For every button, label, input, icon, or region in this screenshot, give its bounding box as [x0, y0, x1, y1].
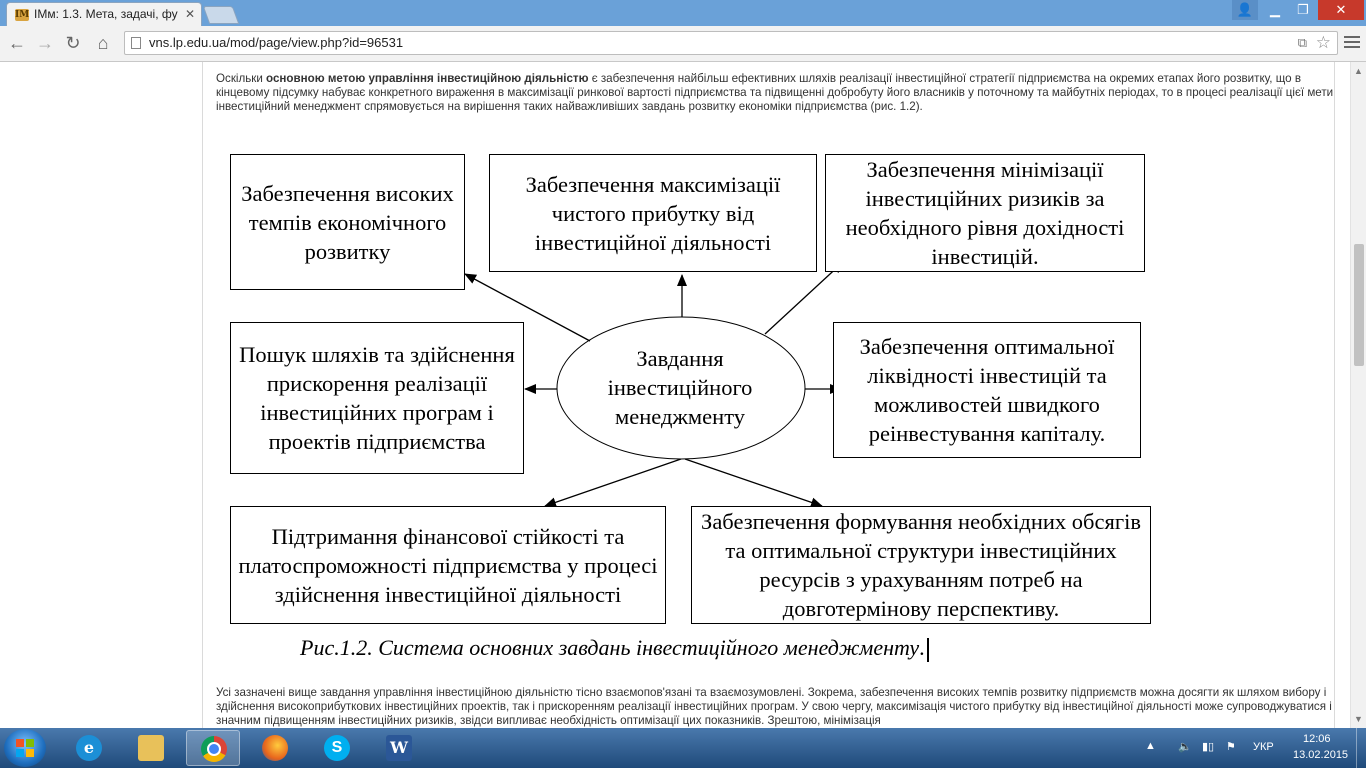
intro-text-start: Оскільки — [216, 72, 267, 85]
taskbar-ie[interactable] — [62, 730, 116, 766]
firefox-icon — [262, 735, 288, 761]
back-arrow-icon[interactable]: ← — [8, 33, 26, 53]
home-icon[interactable]: ⌂ — [97, 33, 109, 53]
intro-bold-text: основною метою управління інвестиційною діяльністю — [266, 72, 589, 85]
show-hidden-icons[interactable]: ▲ — [1145, 740, 1156, 752]
maximize-button[interactable]: ❐ — [1297, 2, 1309, 17]
scroll-down-icon[interactable]: ▼ — [1354, 714, 1363, 724]
box-financial-stability: Підтримання фінансової стійкості та платоспроможності підприємства у процесі здійснення інвестиційної діяльності — [230, 506, 666, 624]
volume-icon[interactable]: 🔈 — [1178, 741, 1192, 753]
taskbar-firefox[interactable] — [248, 730, 302, 766]
outro-paragraph: Усі зазначені вище завдання управління інвестиційною діяльністю тісно взаємопов'язані та взаємозумовлені. Зокрема, забезпечення високих темпів розвитку підприємств можна досягти як шляхом вибору і здійснення високоприбуткових інвестиційних проектів, так і прискоренням реалізації інвестиційних програм. У свою чергу, максимізація чистого прибутку від інвестиційної діяльності може супроводжуватися і значним підвищенням інвестиційних ризиків, звідси випливає необхідність оптимізації цих показників. Зрештою, мінімізація — [216, 686, 1332, 727]
browser-tab[interactable] — [6, 2, 202, 26]
arrow-top-right — [765, 262, 843, 334]
arrow-bottom-right — [685, 459, 822, 506]
minimize-button[interactable]: ▁ — [1270, 2, 1280, 17]
taskbar-skype[interactable] — [310, 730, 364, 766]
content-border-right — [1334, 62, 1335, 728]
page-scrollbar[interactable] — [1350, 62, 1366, 728]
skype-icon: S — [324, 735, 350, 761]
internet-explorer-icon: e — [76, 735, 102, 761]
taskbar-chrome[interactable] — [186, 730, 240, 766]
taskbar-explorer[interactable] — [124, 730, 178, 766]
text-cursor — [927, 638, 929, 662]
content-border-left — [202, 62, 203, 728]
favicon-icon: ІМ — [15, 10, 30, 20]
forward-arrow-icon[interactable]: → — [36, 33, 54, 53]
close-window-button[interactable]: ✕ — [1318, 0, 1364, 20]
windows-taskbar — [0, 728, 1366, 768]
word-icon: W — [386, 735, 412, 761]
bookmark-star-icon[interactable]: ☆ — [1315, 33, 1331, 52]
box-resource-formation: Забезпечення формування необхідних обсягів та оптимальної структури інвестиційних ресурсів з урахуванням потреб на довготермінову перспективу. — [691, 506, 1151, 624]
url-text[interactable]: vns.lp.edu.ua/mod/page/view.php?id=96531 — [149, 35, 404, 50]
new-tab-button[interactable] — [203, 6, 240, 24]
clock-time[interactable]: 12:06 — [1303, 733, 1331, 745]
window-title-bar — [0, 0, 1366, 26]
scroll-up-icon[interactable]: ▲ — [1354, 66, 1363, 76]
tasks-diagram — [215, 149, 1165, 669]
show-desktop-button[interactable] — [1356, 728, 1366, 768]
scroll-thumb[interactable] — [1354, 244, 1364, 366]
box-max-net-profit: Забезпечення максимізації чистого прибутку від інвестиційної діяльності — [489, 154, 817, 272]
user-profile-icon[interactable]: 👤 — [1232, 0, 1258, 20]
start-button[interactable] — [4, 729, 46, 767]
box-accelerate-programs: Пошук шляхів та здійснення прискорення реалізації інвестиційних програм і проектів підприємства — [230, 322, 524, 474]
arrow-bottom-left — [545, 459, 681, 506]
clock-date[interactable]: 13.02.2015 — [1293, 749, 1349, 761]
translate-icon[interactable]: ⧉ — [1297, 35, 1307, 50]
page-icon — [131, 37, 141, 49]
intro-paragraph — [216, 72, 1334, 114]
box-min-investment-risk: Забезпечення мінімізації інвестиційних ризиків за необхідного рівня дохідності інвестицій. — [825, 154, 1145, 272]
taskbar-word[interactable] — [372, 730, 426, 766]
caption-period: . — [919, 635, 925, 660]
chrome-icon — [201, 736, 227, 762]
caption-text: Рис.1.2. Система основних завдань інвестиційного менеджменту — [300, 635, 920, 660]
page-viewport — [0, 62, 1350, 728]
intro-text-end: є забезпечення найбільш ефективних шляхів реалізації інвестиційної стратегії підприємства на окремих етапах його розвитку, що в кінцевому підсумку набуває конкретного вираження в максимізації ринкової вартості підприємства та підвищенні добробуту його власників у поточному та майбутніх періодах, то в процесі реалізації цієї мети інвестиційний менеджмент спрямовується на вирішення таких найважливіших завдань розвитку економіки підприємства (рис. 1.2). — [216, 72, 1334, 113]
figure-caption — [300, 635, 929, 662]
reload-icon[interactable]: ↻ — [65, 33, 81, 53]
folder-icon — [138, 735, 164, 761]
tab-title: ІМм: 1.3. Мета, задачі, фу — [34, 7, 178, 21]
network-icon[interactable]: ▮▯ — [1202, 741, 1215, 753]
address-bar[interactable] — [124, 31, 1338, 55]
box-optimal-liquidity: Забезпечення оптимальної ліквідності інвестицій та можливостей швидкого реінвестування капіталу. — [833, 322, 1141, 458]
box-high-growth-rates: Забезпечення високих темпів економічного розвитку — [230, 154, 465, 290]
menu-hamburger-icon[interactable] — [1344, 36, 1360, 50]
language-indicator[interactable]: УКР — [1253, 741, 1274, 753]
windows-logo-icon — [16, 739, 34, 757]
action-center-icon[interactable]: ⚑ — [1226, 741, 1236, 753]
tab-close-icon[interactable]: ✕ — [184, 7, 195, 21]
center-label: Завдання інвестиційного менеджменту — [607, 346, 753, 429]
